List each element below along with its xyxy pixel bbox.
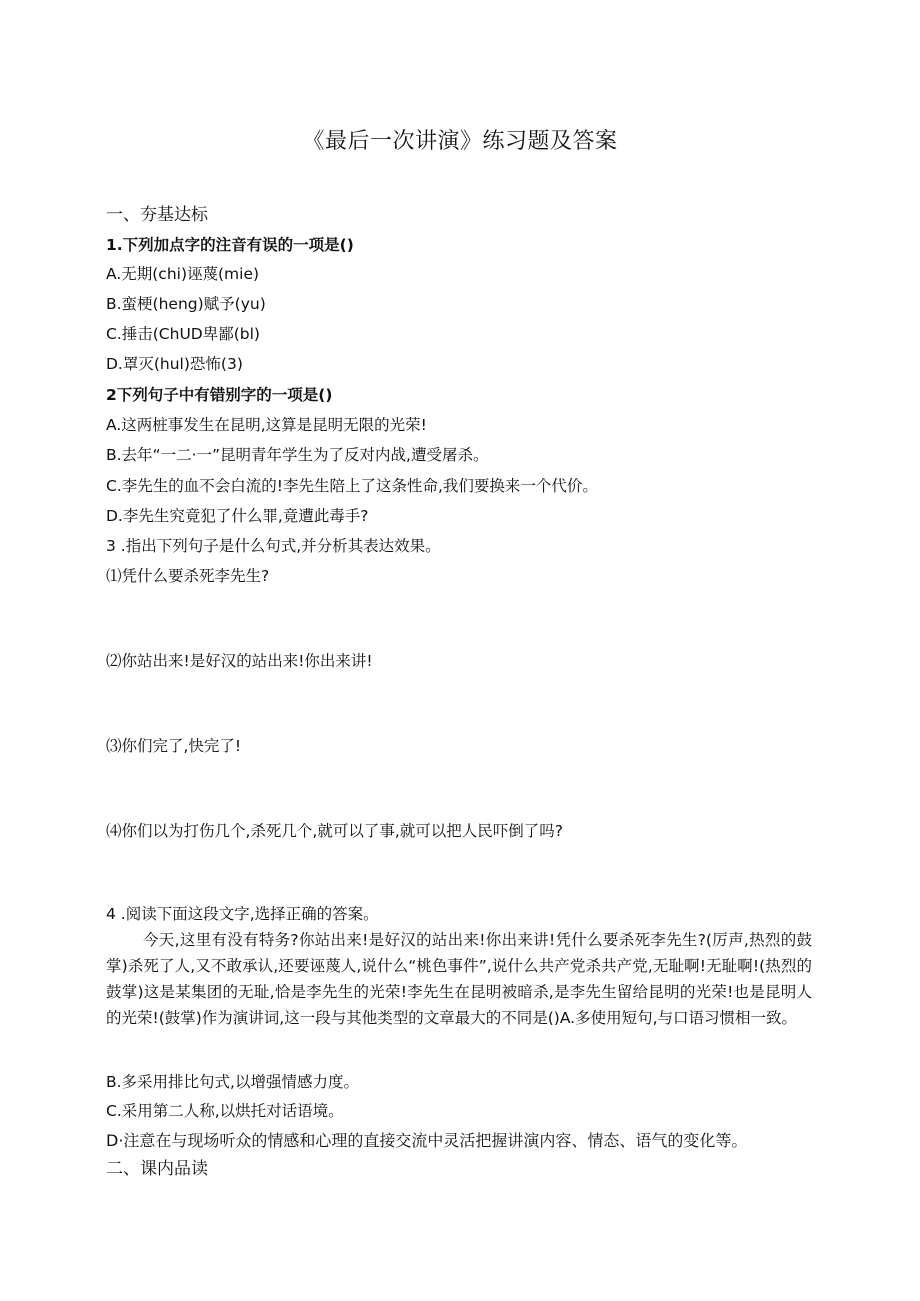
question-2-stem: 2下列句子中有错别字的一项是()	[106, 386, 333, 404]
question-1-option-b: B.蛮梗(heng)赋予(yu)	[106, 295, 266, 313]
question-4-passage: 今天,这里有没有特务?你站出来!是好汉的站出来!你出来讲!凭什么要杀死李先生?(厉声,热烈的鼓掌)杀死了人,又不敢承认,还要诬蔑人,说什么“桃色事件”,说什么共产党杀共产党,无耻啊!无耻啊!(热烈的鼓掌)这是某集团的无耻,恰是李先生的光荣!李先生在昆明被暗杀,是李先生留给昆明的光荣!也是昆明人的光荣!(鼓掌)作为演讲词,这一段与其他类型的文章最大的不同是()A.多使用短句,与口语习惯相一致。	[106, 931, 812, 1027]
question-2-option-d: D.李先生究竟犯了什么罪,竟遭此毒手?	[106, 507, 369, 525]
question-4-option-b: B.多采用排比句式,以增强情感力度。	[106, 1073, 359, 1091]
question-2-option-b: B.去年“一二·一”昆明青年学生为了反对内战,遭受屠杀。	[106, 446, 489, 464]
question-2-option-c: C.李先生的血不会白流的!李先生陪上了这条性命,我们要换来一个代价。	[106, 477, 598, 495]
section-heading-2: 二、课内品读	[106, 1159, 208, 1179]
question-1-option-a: A.无期(chi)诬蔑(mie)	[106, 265, 260, 283]
question-1-stem: 1.下列加点字的注音有误的一项是()	[106, 236, 354, 254]
question-3-item-1: ⑴凭什么要杀死李先生?	[106, 567, 270, 585]
question-3-item-4: ⑷你们以为打伤几个,杀死几个,就可以了事,就可以把人民吓倒了吗?	[106, 822, 564, 840]
question-3-item-3: ⑶你们完了,快完了!	[106, 737, 242, 755]
section-heading-1: 一、夯基达标	[106, 205, 208, 225]
question-3-stem: 3 .指出下列句子是什么句式,并分析其表达效果。	[106, 537, 441, 555]
question-4-stem: 4 .阅读下面这段文字,选择正确的答案。	[106, 905, 379, 923]
question-4-option-c: C.采用第二人称,以烘托对话语境。	[106, 1102, 344, 1120]
document-title: 《最后一次讲演》练习题及答案	[302, 129, 618, 154]
question-1-option-d: D.罩灭(hul)恐怖(3)	[106, 355, 243, 373]
question-2-option-a: A.这两桩事发生在昆明,这算是昆明无限的光荣!	[106, 416, 427, 434]
question-1-option-c: C.捶击(ChUD卑鄙(bl)	[106, 325, 260, 343]
question-3-item-2: ⑵你站出来!是好汉的站出来!你出来讲!	[106, 652, 373, 670]
question-4-option-d: D·注意在与现场听众的情感和心理的直接交流中灵活把握讲演内容、情态、语气的变化等。	[106, 1131, 748, 1150]
